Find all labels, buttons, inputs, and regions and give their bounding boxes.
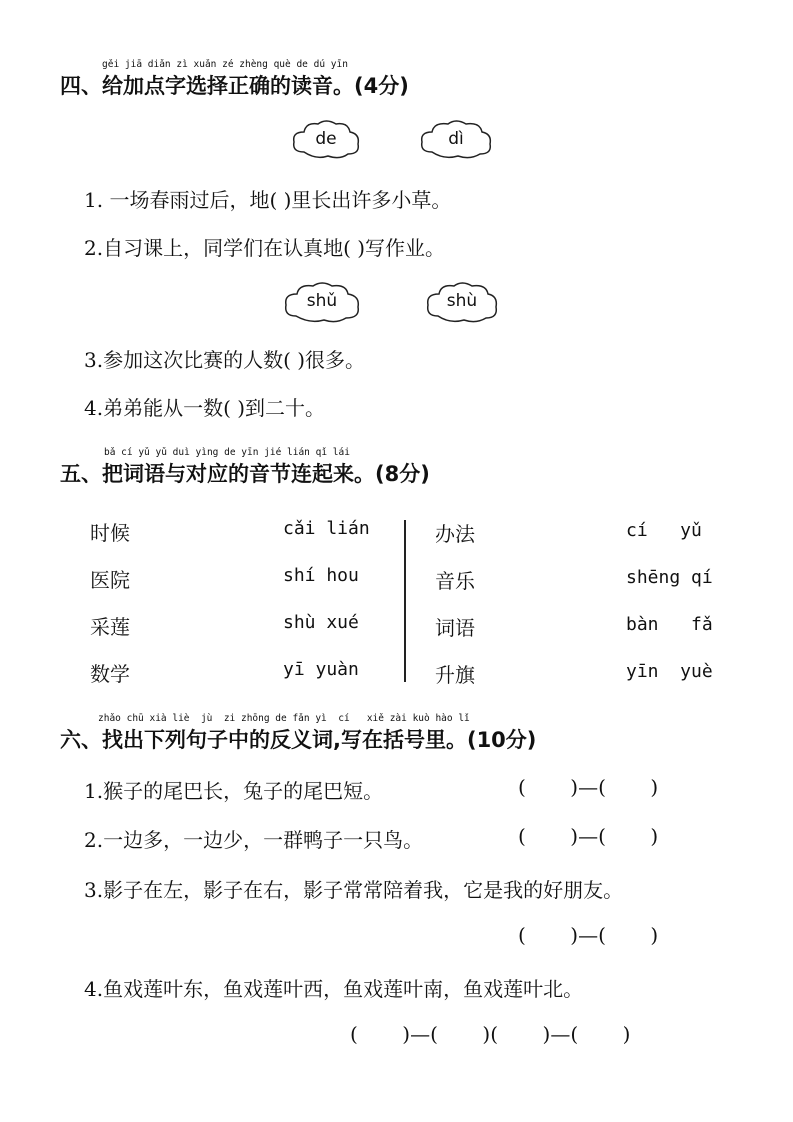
left-word: 采莲 <box>90 615 130 639</box>
answer-pair: ( )—( ) <box>518 775 659 799</box>
cloud-label: de <box>315 129 337 149</box>
left-pinyin: yī yuàn <box>283 659 359 680</box>
section6-title: 六、找出下列句子中的反义词,写在括号里。(10分) <box>60 728 537 752</box>
right-pinyin: bàn fǎ <box>626 614 713 635</box>
right-word: 词语 <box>435 616 475 640</box>
left-pinyin: shù xué <box>283 612 359 633</box>
cloud-label: dì <box>448 129 464 149</box>
left-pinyin: shí hou <box>283 565 359 586</box>
left-word: 医院 <box>90 568 130 592</box>
left-word: 数学 <box>90 662 130 686</box>
cloud-label: shǔ <box>306 291 338 311</box>
right-word: 办法 <box>435 522 475 546</box>
section6-q4: 4.鱼戏莲叶东，鱼戏莲叶西，鱼戏莲叶南，鱼戏莲叶北。 <box>84 977 584 1001</box>
answer-pair: ( )—( ) <box>518 824 659 848</box>
section4-pinyin: gěi jiā diǎn zì xuǎn zé zhèng què de dú yīn <box>102 59 348 70</box>
column-divider <box>404 520 406 682</box>
section5-title: 五、把词语与对应的音节连起来。(8分) <box>60 462 430 486</box>
section5-pinyin: bǎ cí yǔ yǔ duì yìng de yīn jié lián qǐ lái <box>104 447 350 458</box>
section4-q2: 2.自习课上，同学们在认真地( )写作业。 <box>84 236 446 260</box>
left-pinyin: cǎi lián <box>283 518 370 539</box>
section4-q4: 4.弟弟能从一数( )到二十。 <box>84 396 326 420</box>
section6-q2: 2.一边多，一边少，一群鸭子一只鸟。 <box>84 828 424 852</box>
right-pinyin: yīn yuè <box>626 661 713 682</box>
cloud-di <box>418 118 494 162</box>
cloud-de <box>290 118 362 162</box>
answer-pair-double: ( )—( )( )—( ) <box>350 1022 631 1046</box>
right-word: 音乐 <box>435 569 475 593</box>
section4-q3: 3.参加这次比赛的人数( )很多。 <box>84 348 366 372</box>
right-word: 升旗 <box>435 663 475 687</box>
left-word: 时候 <box>90 521 130 545</box>
right-pinyin: shēng qí <box>626 567 713 588</box>
cloud-shu4 <box>424 280 500 326</box>
answer-pair: ( )—( ) <box>518 923 659 947</box>
right-pinyin: cí yǔ <box>626 520 702 541</box>
cloud-shu3 <box>282 280 362 326</box>
section6-q1: 1.猴子的尾巴长，兔子的尾巴短。 <box>84 779 384 803</box>
section6-q3: 3.影子在左，影子在右，影子常常陪着我，它是我的好朋友。 <box>84 878 624 902</box>
section4-q1: 1. 一场春雨过后，地( )里长出许多小草。 <box>84 188 452 212</box>
section4-title: 四、给加点字选择正确的读音。(4分) <box>60 74 409 98</box>
section6-pinyin: zhǎo chū xià liè jù zi zhōng de fǎn yì cí xiě zài kuò hào lǐ <box>98 713 470 724</box>
cloud-label: shù <box>446 291 478 311</box>
